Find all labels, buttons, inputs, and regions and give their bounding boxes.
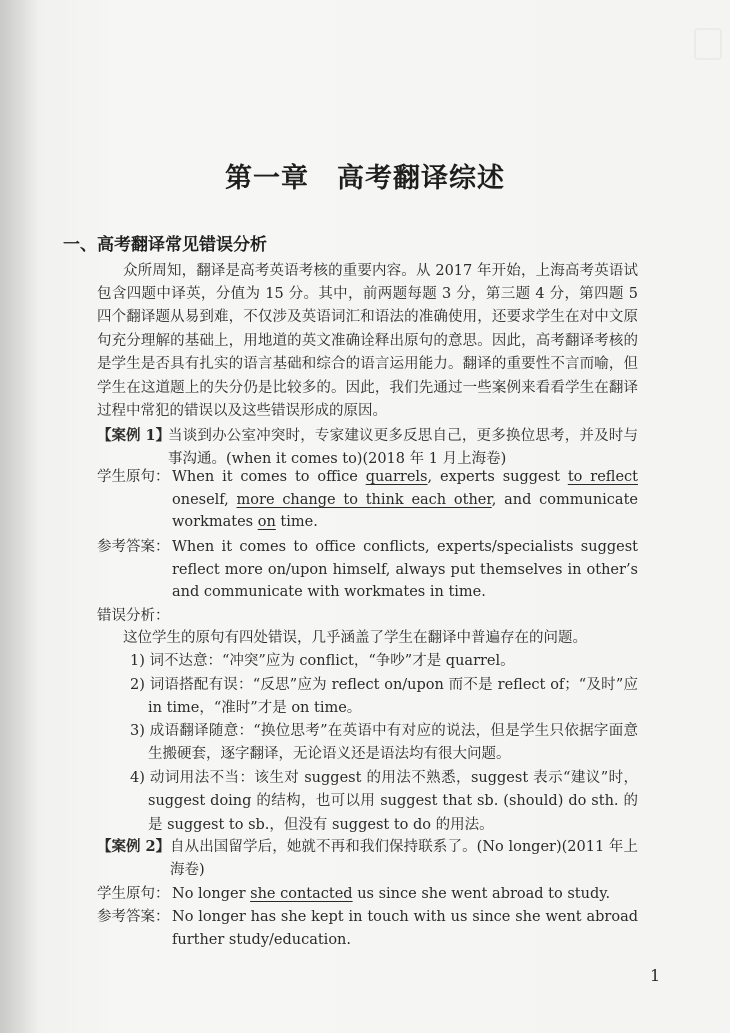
case1-prompt: 事沟通。(when it comes to)(2018 年 1 月上海卷) bbox=[168, 451, 507, 467]
header-logo-bleedthrough bbox=[694, 28, 722, 60]
text-segment: , and communicate bbox=[491, 492, 638, 508]
case2-label: 【案例 2】 bbox=[97, 838, 171, 855]
case1-student-label: 学生原句： bbox=[97, 469, 170, 485]
text-segment: When it comes to office bbox=[172, 469, 366, 485]
case1-analysis-label: 错误分析： bbox=[97, 608, 170, 624]
case1-analysis-intro: 这位学生的原句有四处错误，几乎涵盖了学生在翻译中普遍存在的问题。 bbox=[123, 630, 587, 646]
case1-student-line bbox=[172, 467, 638, 487]
case1-student-line bbox=[172, 490, 638, 510]
case2-answer-line: No longer has she kept in touch with us since she went abroad bbox=[172, 909, 638, 925]
chapter-title bbox=[0, 156, 730, 195]
case1-answer-line: and communicate with workmates in time. bbox=[172, 584, 486, 600]
analysis-item: 1) 词不达意：“冲突”应为 conflict，“争吵”才是 quarrel。 bbox=[130, 653, 515, 669]
case1-student-line bbox=[172, 512, 638, 532]
analysis-item: 3) 成语翻译随意：“换位思考”在英语中有对应的说法，但是学生只依据字面意 bbox=[130, 723, 638, 739]
case2-answer-line: further study/education. bbox=[172, 932, 351, 948]
case1-answer-label: 参考答案： bbox=[97, 539, 170, 555]
text-segment: us since she went abroad to study. bbox=[352, 886, 611, 902]
intro-line: 过程中常犯的错误以及这些错误形成的原因。 bbox=[97, 403, 387, 419]
chapter-name: 高考翻译综述 bbox=[337, 163, 505, 194]
chapter-number: 第一章 bbox=[225, 163, 309, 194]
intro-line: 众所周知，翻译是高考英语考核的重要内容。从 2017 年开始，上海高考英语试 bbox=[123, 263, 638, 279]
case2-prompt: 海卷) bbox=[170, 862, 205, 878]
analysis-item: 生搬硬套，逐字翻译，无论语义还是语法均有很大问题。 bbox=[148, 746, 511, 762]
analysis-item: 2) 词语搭配有误：“反思”应为 reflect on/upon 而不是 reflect of；“及时”应 bbox=[130, 677, 638, 693]
underlined-error: quarrels bbox=[365, 469, 428, 485]
analysis-item: 4) 动词用法不当：该生对 suggest 的用法不熟悉，suggest 表示“建议”时， bbox=[130, 770, 638, 786]
underlined-error: on bbox=[257, 514, 276, 530]
intro-line: 包含四题中译英，分值为 15 分。其中，前两题每题 3 分，第三题 4 分，第四题 5 bbox=[97, 286, 638, 302]
case2-prompt: 自从出国留学后，她就不再和我们保持联系了。(No longer)(2011 年上 bbox=[170, 839, 638, 855]
case1-answer-line: When it comes to office conflicts, experts/specialists suggest bbox=[172, 539, 638, 555]
case1-prompt: 当谈到办公室冲突时，专家建议更多反思自己，更多换位思考，并及时与 bbox=[168, 428, 638, 444]
page-number: 1 bbox=[650, 966, 661, 985]
text-segment: , experts suggest bbox=[427, 469, 568, 485]
text-segment: oneself, bbox=[172, 492, 237, 508]
case2-student-label: 学生原句： bbox=[97, 886, 170, 902]
underlined-error: she contacted bbox=[250, 886, 353, 902]
text-segment: No longer bbox=[172, 886, 251, 902]
intro-line: 学生在这道题上的失分仍是比较多的。因此，我们先通过一些案例来看看学生在翻译 bbox=[97, 380, 638, 396]
text-segment: time. bbox=[275, 514, 318, 530]
section-heading: 一、高考翻译常见错误分析 bbox=[63, 235, 267, 255]
analysis-item: in time，“准时”才是 on time。 bbox=[148, 700, 362, 716]
underlined-error: more change to think each other bbox=[236, 492, 492, 508]
intro-line: 是学生是否具有扎实的语言基础和综合的语言运用能力。翻译的重要性不言而喻，但 bbox=[97, 356, 638, 372]
intro-line: 四个翻译题从易到难，不仅涉及英语词汇和语法的准确使用，还要求学生在对中文原 bbox=[97, 309, 638, 325]
case1-label: 【案例 1】 bbox=[97, 427, 171, 444]
analysis-item: suggest doing 的结构，也可以用 suggest that sb. (should) do sth. 的 bbox=[148, 793, 638, 809]
underlined-error: to reflect bbox=[567, 469, 638, 485]
text-segment: workmates bbox=[172, 514, 258, 530]
analysis-item: 是 suggest to sb.，但没有 suggest to do 的用法。 bbox=[148, 817, 494, 833]
intro-line: 句充分理解的基础上，用地道的英文准确诠释出原句的意思。因此，高考翻译考核的 bbox=[97, 333, 638, 349]
case2-student-line bbox=[172, 884, 638, 904]
case2-answer-label: 参考答案： bbox=[97, 909, 170, 925]
case1-answer-line: reflect more on/upon himself, always put themselves in other’s bbox=[172, 562, 638, 578]
